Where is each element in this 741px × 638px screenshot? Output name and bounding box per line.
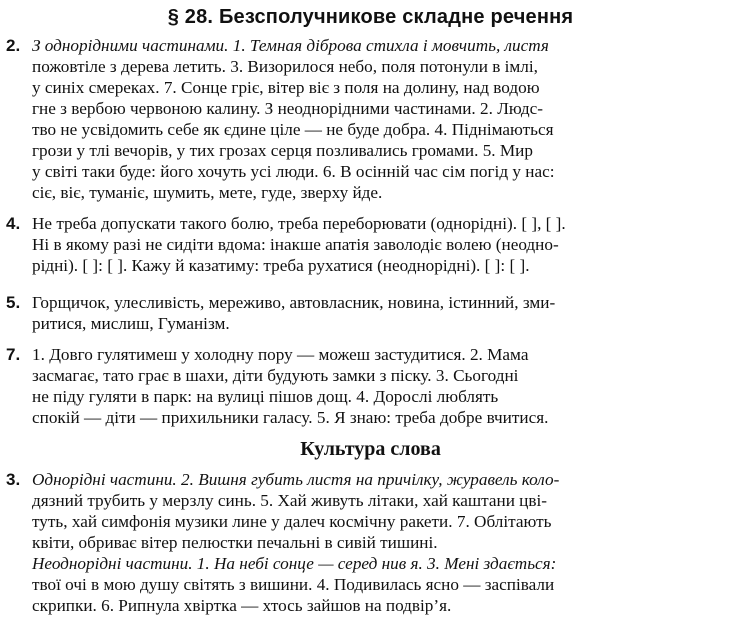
exercise-number-2: 2. <box>6 36 21 55</box>
ex3-line-1: Однорідні частини. 2. Вишня губить листя на причілку, журавель коло- <box>32 470 560 489</box>
section-title-culture: Культура слова <box>300 438 441 460</box>
ex5-line-1: Горщичок, улесливість, мереживо, автовласник, новина, істинний, зми- <box>32 293 556 312</box>
exercise-number-5: 5. <box>6 293 21 312</box>
ex4-line-1: Не треба допускати такого болю, треба переборювати (однорідні). [ ], [ ]. <box>32 214 566 233</box>
ex2-line-8: сіє, віє, туманіє, шумить, мете, гуде, зверху йде. <box>32 183 383 202</box>
ex7-line-1: 1. Довго гулятимеш у холодну пору — можеш застудитися. 2. Мама <box>32 345 529 364</box>
ex7-line-3: не піду гуляти в парк: на вулиці пішов дощ. 4. Дорослі люблять <box>32 387 499 406</box>
ex7-line-4: спокій — діти — прихильники галасу. 5. Я знаю: треба добре вчитися. <box>32 408 549 427</box>
ex3-line-5: Неоднорідні частини. 1. На небі сонце — серед нив я. 3. Мені здається: <box>32 554 557 573</box>
ex3-line-2: дязний трубить у мерзлу синь. 5. Хай живуть літаки, хай каштани цві- <box>32 491 547 510</box>
ex3-line-4: квіти, обриває вітер пелюстки печальні в сивій тишині. <box>32 533 438 552</box>
exercise-number-4: 4. <box>6 214 21 233</box>
ex2-line-5: тво не усвідомить себе як єдине ціле — не буде добра. 4. Піднімаються <box>32 120 554 139</box>
ex3-line-7: скрипки. 6. Рипнула хвіртка — хтось зайшов на подвір’я. <box>32 596 452 615</box>
ex2-line-1: З однорідними частинами. 1. Темная діброва стихла і мовчить, листя <box>32 36 549 55</box>
ex2-line-7: у світі таки буде: його хочуть усі люди. 6. В осінній час сім погід у нас: <box>32 162 555 181</box>
ex2-line-4: гне з вербою червоною калину. З неоднорідними частинами. 2. Людс- <box>32 99 543 118</box>
exercise-number-7: 7. <box>6 345 21 364</box>
ex4-line-3: рідні). [ ]: [ ]. Кажу й казатиму: треба рухатися (неоднорідні). [ ]: [ ]. <box>32 256 530 275</box>
page-title: § 28. Безсполучникове складне речення <box>167 6 574 28</box>
ex2-line-2: пожовтіле з дерева летить. 3. Визорилося небо, поля потонули в імлі, <box>32 57 538 76</box>
ex5-line-2: ритися, мислиш, Гуманізм. <box>32 314 230 333</box>
ex7-line-2: засмагає, тато грає в шахи, діти будують замки з піску. 3. Сьогодні <box>32 366 519 385</box>
ex3-line-6: твої очі в мою душу світять з вишини. 4. Подивилась ясно — заспівали <box>32 575 555 594</box>
ex2-line-3: у синіх смереках. 7. Сонце гріє, вітер віє з поля на долину, над водою <box>32 78 540 97</box>
ex3-line-3: туть, хай симфонія музики лине у далеч космічну ракети. 7. Облітають <box>32 512 552 531</box>
ex4-line-2: Ні в якому разі не сидіти вдома: інакше апатія заволодіє волею (неодно- <box>32 235 559 254</box>
exercise-number-3: 3. <box>6 470 21 489</box>
ex2-line-6: грози у тлі вечорів, у тих грозах серця позливались громами. 5. Мир <box>32 141 533 160</box>
